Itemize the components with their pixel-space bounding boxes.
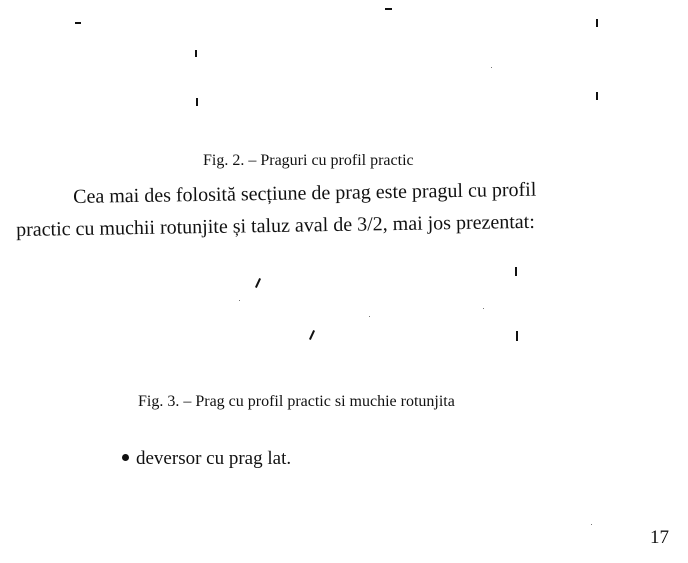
figure-2-mark [596,92,598,100]
figure-3-mark [515,267,517,276]
figure-3-speck [483,308,484,309]
bullet-icon [122,454,129,461]
page-speck [591,524,592,525]
figure-2-mark [196,98,198,106]
figure-3-caption: Fig. 3. – Prag cu profil practic si muchie rotunjita [138,393,455,410]
figure-2-mark [596,19,598,27]
figure-2-speck [491,67,492,68]
figure-3-speck [369,316,370,317]
paragraph-line-1: Cea mai des folosită secțiune de prag este pragul cu profil [73,178,537,208]
list-item-text: deversor cu prag lat. [136,448,292,469]
figure-3-mark [309,330,315,340]
figure-2-mark [385,8,392,10]
paragraph-line-2: practic cu muchii rotunjite și taluz aval de 3/2, mai jos prezentat: [16,210,536,241]
page-number: 17 [650,527,669,548]
figure-3-mark [516,331,518,341]
figure-2-mark [75,22,81,24]
list-item [122,448,291,470]
figure-2-caption: Fig. 2. – Praguri cu profil practic [203,152,414,169]
figure-3-speck [239,300,240,301]
figure-3-mark [255,278,261,288]
figure-2-mark [195,50,197,57]
